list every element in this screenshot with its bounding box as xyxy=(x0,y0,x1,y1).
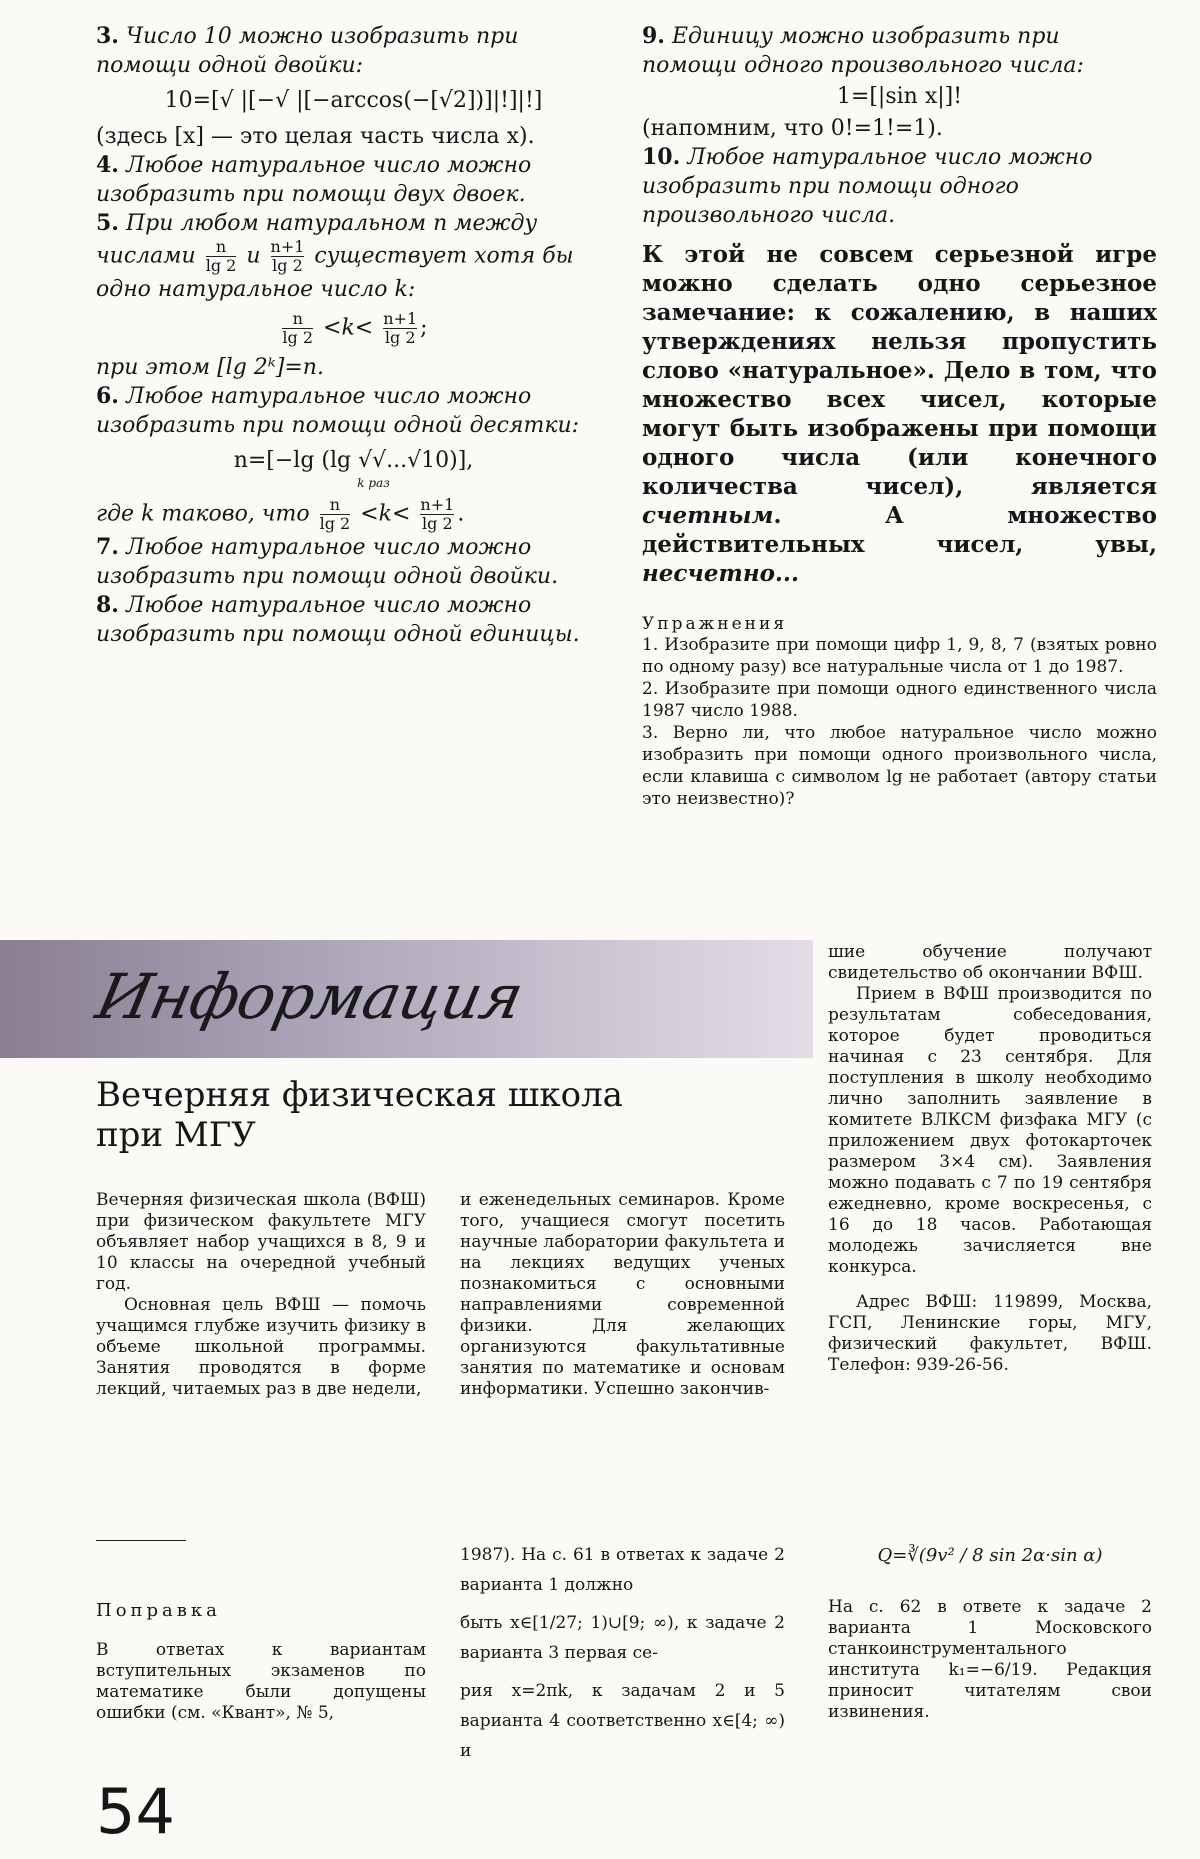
formula-sin: 1=[|sin x|]! xyxy=(836,84,963,109)
formula-lg-lg: n=[−lg (lg √√...√10)], xyxy=(233,448,474,473)
item-text: При любом натуральном n между числами xyxy=(96,211,538,269)
item-text: Любое натуральное число можно изобразить при помощи двух двоек. xyxy=(96,153,532,207)
correction-column-1: В ответах к вариантам вступительных экзаменов по математике были допущены ошибки (см. «Квант», № 5, xyxy=(96,1640,426,1723)
article-column-2 xyxy=(460,1190,785,1400)
exercise-2: 2. Изобразите при помощи одного единственного числа 1987 число 1988. xyxy=(642,679,1157,721)
item-number: 8. xyxy=(96,592,119,618)
note-factorial: (напомним, что 0!=1!=1). xyxy=(642,116,943,141)
item-text: Любое натуральное число можно изобразить при помощи одного произвольного числа. xyxy=(642,145,1093,228)
formula-10: 10=[√ |[−√ |[−arccos(−[√2])]|!]|!] xyxy=(164,88,543,113)
top-right-column xyxy=(642,22,1157,810)
section-rule xyxy=(96,1540,186,1541)
item-number: 7. xyxy=(96,534,119,560)
inequality-k: $\frac{n}{\lg 2}$ <k< $\frac{n+1}{\lg 2}$ ; xyxy=(282,309,428,347)
underbrace-label: k раз xyxy=(357,476,390,490)
item-3 xyxy=(96,22,611,80)
item-number: 4. xyxy=(96,152,119,178)
article-column-1 xyxy=(96,1190,426,1400)
item-7 xyxy=(96,533,611,591)
article-column-3 xyxy=(828,942,1152,1376)
item-4 xyxy=(96,151,611,209)
correction-column-3: На с. 62 в ответе к задаче 2 варианта 1 Московского станкоинструментального института k₁=−6/19. Редакция приносит читателям свои извинения. xyxy=(828,1597,1152,1722)
exercise-3: 3. Верно ли, что любое натуральное число можно изобразить при помощи одного произвольного числа, если клавиша с символом lg не работает (автору статьи это неизвестно)? xyxy=(642,723,1157,809)
item-text: Единицу можно изобразить при помощи одного произвольного числа: xyxy=(642,24,1084,78)
q-formula: Q=∛(9v² / 8 sin 2α·sin α) xyxy=(877,1545,1103,1566)
item-text: Любое натуральное число можно изобразить при помощи одной десятки: xyxy=(96,384,580,438)
item-number: 5. xyxy=(96,210,119,236)
item-8 xyxy=(96,591,611,649)
item-text: Любое натуральное число можно изобразить при помощи одной единицы. xyxy=(96,593,580,647)
article-paragraph: шие обучение получают свидетельство об окончании ВФШ. xyxy=(828,942,1152,983)
correction-heading: Поправка xyxy=(96,1600,221,1621)
essay-paragraph: К этой не совсем серьезной игре можно сделать одно серьезное замечание: к сожалению, в наших утверждениях нельзя пропустить слово «натуральное». Дело в том, что множество всех чисел, которые могут быть изображены при помощи одного числа (или конечного количества чисел), является счетным. А множество действительных чисел, увы, несчетно... xyxy=(642,241,1157,587)
item-number: 6. xyxy=(96,383,119,409)
article-paragraph: и еженедельных семинаров. Кроме того, учащиеся смогут посетить научные лаборатории факультета и на лекциях ведущих ученых познакомиться с основными направлениями современной физики. Для желающих организуются факультативные занятия по математике и основам информатики. Успешно закончив- xyxy=(460,1190,785,1399)
exercises-heading: Упражнения xyxy=(642,614,788,634)
fraction-n-over-lg2: $\frac{n}{\lg 2}$ xyxy=(205,237,237,275)
item-10 xyxy=(642,143,1157,230)
article-paragraph: Основная цель ВФШ — помочь учащимся глубже изучить физику в объеме школьной программы. Занятия проводятся в форме лекций, читаемых раз в две недели, xyxy=(96,1295,426,1399)
article-title: Вечерняя физическая школа при МГУ xyxy=(96,1075,623,1155)
banner-handwritten-title: Информация xyxy=(90,960,529,1033)
item-5: 5. При любом натуральном n между числами $\frac{n}{\lg 2}$ и $\frac{n+1}{\lg 2}$ существует хотя бы одно натуральное число k: xyxy=(96,210,574,302)
top-left-column xyxy=(96,22,611,649)
item-text: Число 10 можно изобразить при помощи одной двойки: xyxy=(96,24,519,78)
article-paragraph: Прием в ВФШ производится по результатам собеседования, которое будет проводиться начиная с 23 сентября. Для поступления в школу необходимо лично заполнить заявление в комитете ВЛКСМ физфака МГУ (с приложением двух фотокарточек размером 3×4 см). Заявления можно подавать с 7 по 19 сентября ежедневно, кроме воскресенья, с 16 до 18 часов. Работающая молодежь зачисляется вне конкурса. xyxy=(828,984,1152,1277)
item-number: 9. xyxy=(642,23,665,49)
page-number: 54 xyxy=(96,1775,175,1848)
lg-statement: при этом [lg 2ᵏ]=n. xyxy=(96,355,324,380)
fraction-n1-over-lg2: $\frac{n+1}{\lg 2}$ xyxy=(270,237,305,275)
correction-column-2: 1987). На с. 61 в ответах к задаче 2 варианта 1 должно быть x∈[1/27; 1)∪[9; ∞), к задаче 2 варианта 3 первая се- рия x=2πk, к задачам 2 и 5 варианта 4 соответственно x∈[4; ∞) и xyxy=(460,1545,785,1761)
item-9 xyxy=(642,22,1157,80)
where-k: где k таково, что $\frac{n}{\lg 2}$ <k< $\frac{n+1}{\lg 2}$ . xyxy=(96,495,465,533)
item-number: 10. xyxy=(642,144,681,170)
item-text: существует хотя бы одно натуральное число k: xyxy=(96,243,574,302)
item-text: Любое натуральное число можно изобразить при помощи одной двойки. xyxy=(96,535,559,589)
exercise-1: 1. Изобразите при помощи цифр 1, 9, 8, 7 (взятых ровно по одному разу) все натуральные числа от 1 до 1987. xyxy=(642,635,1157,677)
item-number: 3. xyxy=(96,23,119,49)
item-6 xyxy=(96,382,611,440)
address-paragraph: Адрес ВФШ: 119899, Москва, ГСП, Ленинские горы, МГУ, физический факультет, ВФШ. Телефон: 939-26-56. xyxy=(828,1292,1152,1375)
note-integer-part: (здесь [x] — это целая часть числа x). xyxy=(96,124,535,149)
article-paragraph: Вечерняя физическая школа (ВФШ) при физическом факультете МГУ объявляет набор учащихся в 8, 9 и 10 классы на очередной учебный год. xyxy=(96,1190,426,1294)
